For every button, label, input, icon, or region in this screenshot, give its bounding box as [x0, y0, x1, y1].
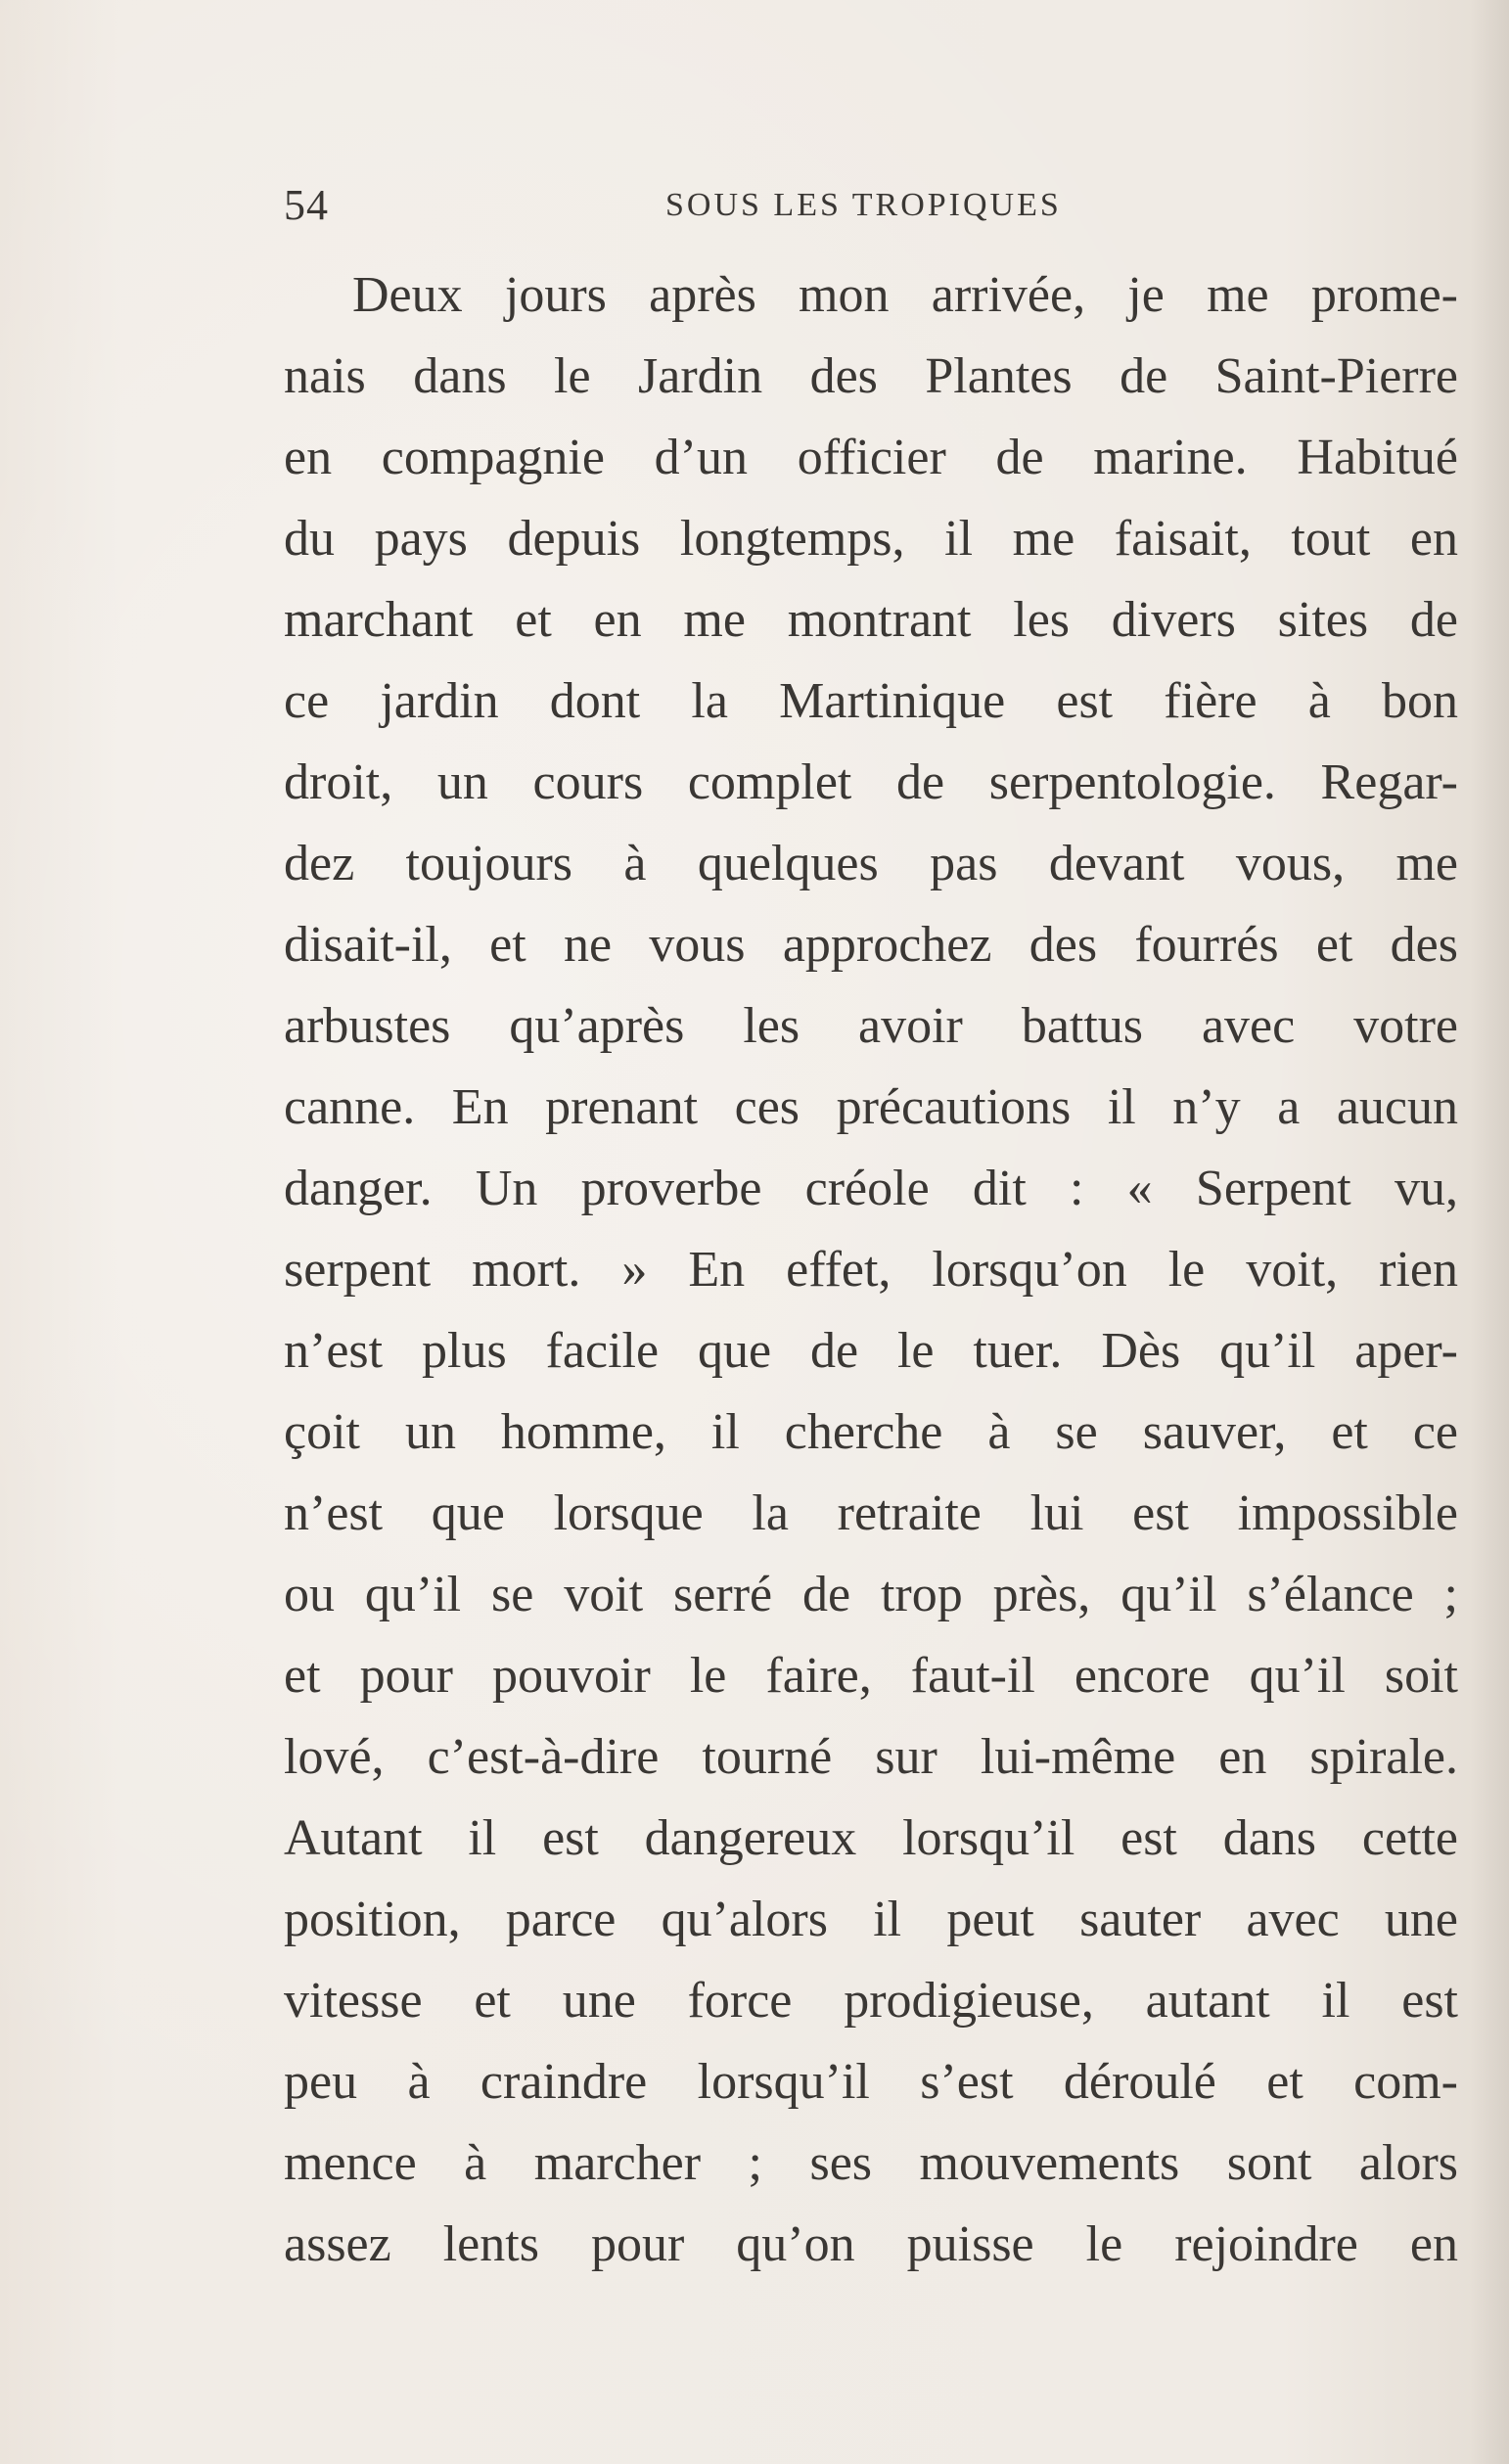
- text-line: nais dans le Jardin des Plantes de Saint-Pierre: [284, 348, 1458, 404]
- text-line: arbustes qu’après les avoir battus avec votre: [284, 998, 1458, 1054]
- running-title: SOUS LES TROPIQUES: [665, 187, 1062, 223]
- text-line: Deux jours après mon arrivée, je me prome-: [352, 267, 1458, 323]
- text-line: dez toujours à quelques pas devant vous, me: [284, 836, 1458, 891]
- text-line: n’est que lorsque la retraite lui est impossible: [284, 1485, 1458, 1541]
- text-line: droit, un cours complet de serpentologie. Regar-: [284, 754, 1458, 810]
- text-line: çoit un homme, il cherche à se sauver, et ce: [284, 1404, 1458, 1460]
- text-line: et pour pouvoir le faire, faut-il encore qu’il soit: [284, 1648, 1458, 1704]
- text-line: lové, c’est-à-dire tourné sur lui-même en spirale.: [284, 1729, 1458, 1785]
- page-edge-shadow: [1470, 0, 1509, 2464]
- text-line: canne. En prenant ces précautions il n’y a aucun: [284, 1079, 1458, 1135]
- text-line: marchant et en me montrant les divers sites de: [284, 592, 1458, 648]
- text-line: assez lents pour qu’on puisse le rejoindre en: [284, 2216, 1458, 2272]
- text-line: en compagnie d’un officier de marine. Habitué: [284, 430, 1458, 485]
- text-line: mence à marcher ; ses mouvements sont alors: [284, 2135, 1458, 2191]
- text-line: position, parce qu’alors il peut sauter avec une: [284, 1892, 1458, 1947]
- page-header: [284, 176, 1458, 235]
- text-line: ce jardin dont la Martinique est fière à bon: [284, 673, 1458, 729]
- text-line: n’est plus facile que de le tuer. Dès qu’il aper-: [284, 1323, 1458, 1379]
- text-line: Autant il est dangereux lorsqu’il est dans cette: [284, 1810, 1458, 1866]
- text-line: disait-il, et ne vous approchez des fourrés et des: [284, 917, 1458, 973]
- page-number: 54: [284, 181, 329, 229]
- text-line: serpent mort. » En effet, lorsqu’on le voit, rien: [284, 1242, 1458, 1298]
- text-line: vitesse et une force prodigieuse, autant il est: [284, 1973, 1458, 2029]
- text-line: ou qu’il se voit serré de trop près, qu’il s’élance ;: [284, 1567, 1458, 1622]
- text-line: danger. Un proverbe créole dit : « Serpent vu,: [284, 1161, 1458, 1216]
- body-text: [284, 254, 1458, 2285]
- text-line: peu à craindre lorsqu’il s’est déroulé et com-: [284, 2054, 1458, 2110]
- text-line: du pays depuis longtemps, il me faisait, tout en: [284, 511, 1458, 567]
